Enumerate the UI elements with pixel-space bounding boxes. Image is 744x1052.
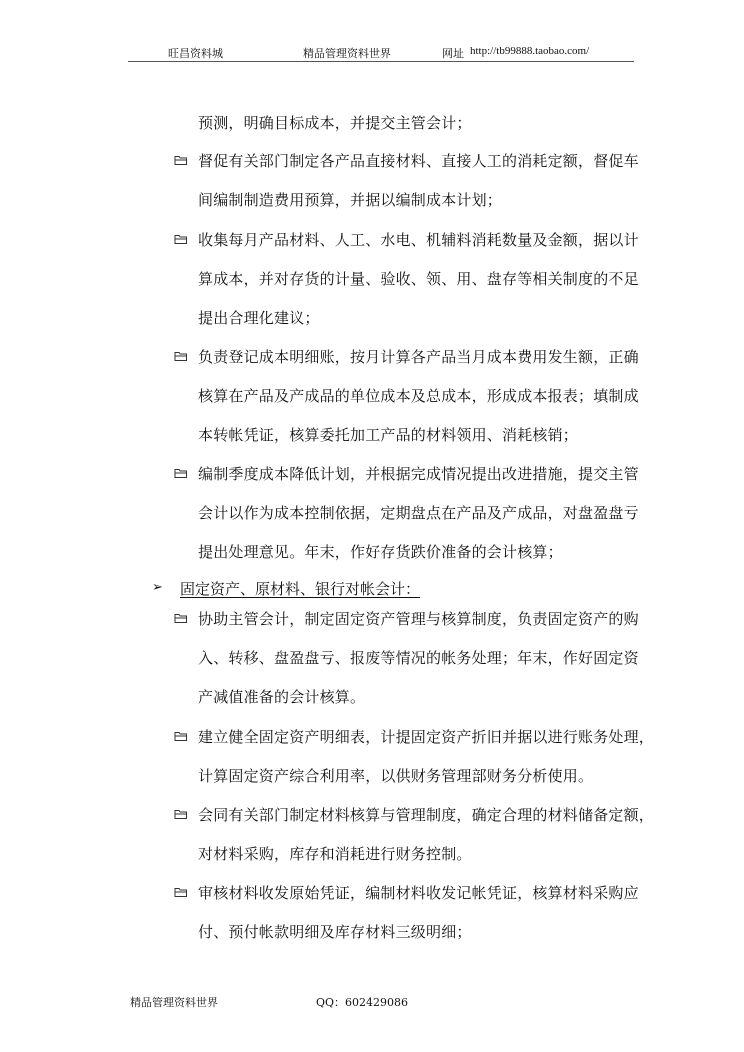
- text-line: 编制季度成本降低计划，并根据完成情况提出改进措施，提交主管: [198, 465, 639, 483]
- text-line: 产减值准备的会计核算。: [198, 688, 366, 706]
- folder-bullet-icon: [174, 233, 188, 245]
- folder-bullet-icon: [174, 467, 188, 479]
- text-line: 督促有关部门制定各产品直接材料、直接人工的消耗定额，督促车: [198, 152, 639, 170]
- folder-bullet-icon: [174, 350, 188, 362]
- text-line: 会同有关部门制定材料核算与管理制度，确定合理的材料储备定额，: [198, 806, 655, 824]
- text-line: 计算固定资产综合利用率，以供财务管理部财务分析使用。: [198, 767, 594, 785]
- text-line: 协助主管会计，制定固定资产管理与核算制度，负责固定资产的购: [198, 610, 639, 628]
- text-line: 本转帐凭证，核算委托加工产品的材料领用、消耗核销；: [198, 426, 579, 444]
- text-line: 负责登记成本明细账，按月计算各产品当月成本费用发生额，正确: [198, 348, 639, 366]
- text-line: 间编制制造费用预算，并据以编制成本计划；: [198, 191, 503, 209]
- text-line: 对材料采购，库存和消耗进行财务控制。: [198, 845, 472, 863]
- header-url-label: 网址: [442, 47, 464, 60]
- footer-site-name: 精品管理资料世界: [130, 996, 218, 1009]
- folder-bullet-icon: [174, 808, 188, 820]
- text-line: 提出处理意见。年末，作好存货跌价准备的会计核算；: [198, 543, 563, 561]
- folder-bullet-icon: [174, 612, 188, 624]
- section-title: 固定资产、原材料、银行对帐会计：: [180, 580, 421, 598]
- text-line: 付、预付帐款明细及库存材料三级明细；: [198, 923, 472, 941]
- header-url-link[interactable]: http://tb99888.taobao.com/: [470, 45, 590, 57]
- text-line: 预测，明确目标成本，并提交主管会计；: [198, 114, 472, 132]
- arrow-bullet-icon: ➢: [152, 580, 163, 595]
- text-line: 核算在产品及产成品的单位成本及总成本，形成成本报表；填制成: [198, 387, 639, 405]
- folder-bullet-icon: [174, 886, 188, 898]
- footer-qq: QQ：602429086: [316, 996, 409, 1009]
- text-line: 会计以作为成本控制依据，定期盘点在产品及产成品，对盘盈盘亏: [198, 504, 639, 522]
- page-header: [128, 43, 634, 62]
- text-line: 审核材料收发原始凭证，编制材料收发记帐凭证，核算材料采购应: [198, 884, 639, 902]
- text-line: 入、转移、盘盈盘亏、报废等情况的帐务处理；年末，作好固定资: [198, 649, 639, 667]
- text-line: 算成本，并对存货的计量、验收、领、用、盘存等相关制度的不足: [198, 270, 639, 288]
- text-line: 收集每月产品材料、人工、水电、机辅料消耗数量及金额，据以计: [198, 231, 639, 249]
- header-site-name: 旺昌资料城: [168, 47, 223, 60]
- text-line: 建立健全固定资产明细表，计提固定资产折旧并据以进行账务处理，: [198, 728, 655, 746]
- text-line: 提出合理化建议；: [198, 309, 320, 327]
- header-title: 精品管理资料世界: [303, 47, 391, 60]
- folder-bullet-icon: [174, 154, 188, 166]
- folder-bullet-icon: [174, 730, 188, 742]
